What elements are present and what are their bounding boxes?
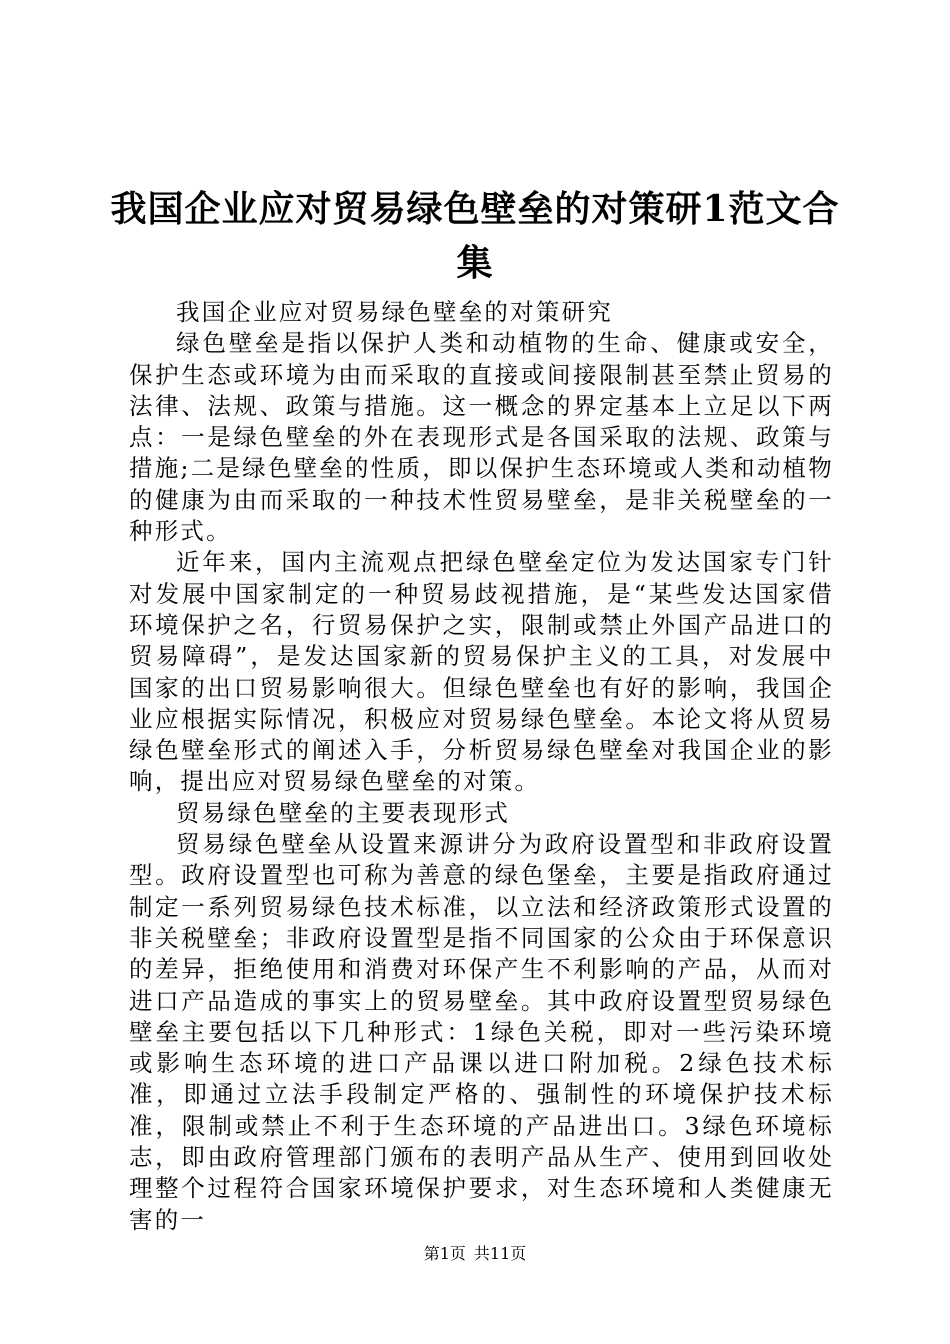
page-number: 第1页: [423, 1244, 466, 1263]
subtitle-paragraph: 我国企业应对贸易绿色壁垒的对策研究: [176, 298, 613, 326]
page-footer: [0, 1244, 950, 1264]
body-paragraph: 贸易绿色壁垒从设置来源讲分为政府设置型和非政府设置型。政府设置型也可称为善意的绿色堡垒，主要是指政府通过制定一系列贸易绿色技术标准，以立法和经济政策形式设置的非关税壁垒；非政府设置型是指不同国家的公众由于环保意识的差异，拒绝使用和消费对环保产生不利影响的产品，从而对进口产品造成的事实上的贸易壁垒。其中政府设置型贸易绿色壁垒主要包括以下几种形式：1绿色关税，即对一些污染环境或影响生态环境的进口产品课以进口附加税。2绿色技术标准，即通过立法手段制定严格的、强制性的环境保护技术标准，限制或禁止不利于生态环境的产品进出口。3绿色环境标志，即由政府管理部门颁布的表明产品从生产、使用到回收处理整个过程符合国家环境保护要求，对生态环境和人类健康无害的一: [129, 830, 834, 1234]
section-heading: 贸易绿色壁垒的主要表现形式: [176, 798, 511, 827]
body-paragraph: 近年来，国内主流观点把绿色壁垒定位为发达国家专门针对发展中国家制定的一种贸易歧视措施，是“某些发达国家借环境保护之名，行贸易保护之实，限制或禁止外国产品进口的贸易障碍”，是发达国家新的贸易保护主义的工具，对发展中国家的出口贸易影响很大。但绿色壁垒也有好的影响，我国企业应根据实际情况，积极应对贸易绿色壁垒。本论文将从贸易绿色壁垒形式的阐述入手，分析贸易绿色壁垒对我国企业的影响，提出应对贸易绿色壁垒的对策。: [129, 548, 834, 796]
body-paragraph: 绿色壁垒是指以保护人类和动植物的生命、健康或安全，保护生态或环境为由而采取的直接或间接限制甚至禁止贸易的法律、法规、政策与措施。这一概念的界定基本上立足以下两点：一是绿色壁垒的外在表现形式是各国采取的法规、政策与措施;二是绿色壁垒的性质，即以保护生态环境或人类和动植物的健康为由而采取的一种技术性贸易壁垒，是非关税壁垒的一种形式。: [129, 329, 834, 546]
document-title: 我国企业应对贸易绿色壁垒的对策研1范文合集: [110, 188, 840, 284]
page-total: 共11页: [473, 1244, 527, 1263]
document-body: [129, 297, 834, 1236]
